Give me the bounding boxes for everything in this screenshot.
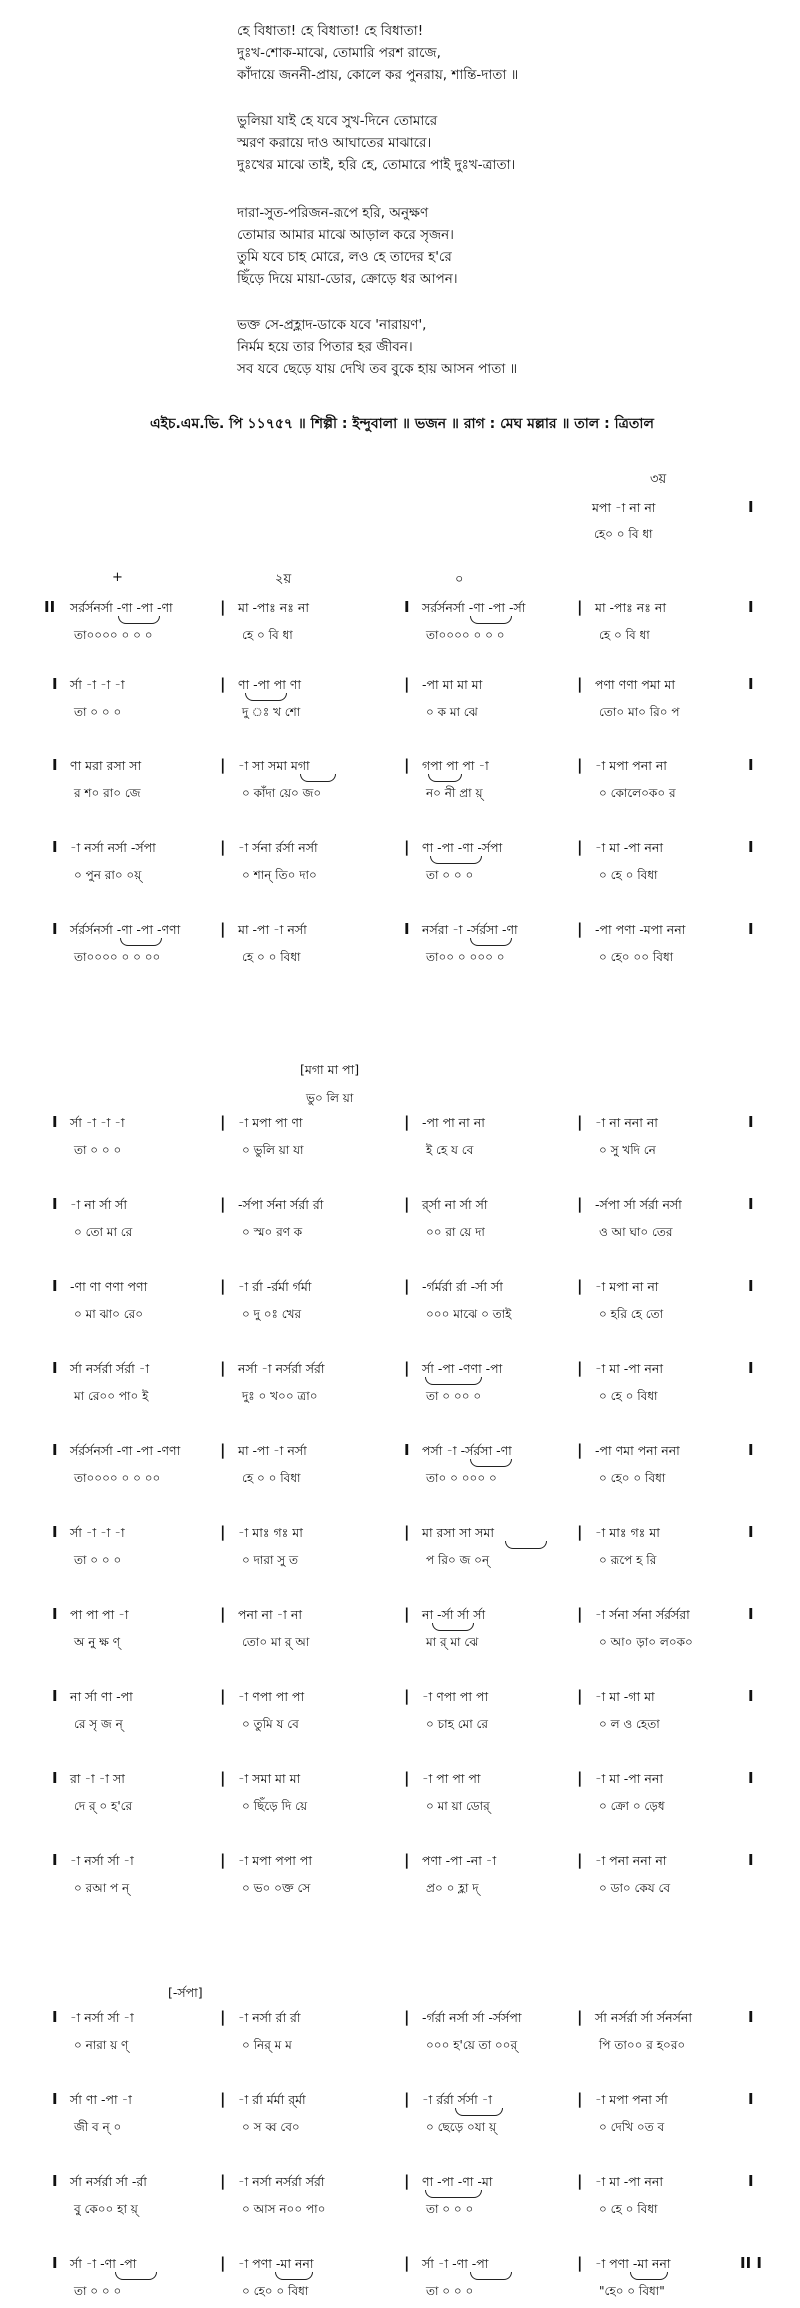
syllable-cell: ০ ডা০ কেয বে (599, 1881, 671, 1895)
swara-cell: -া নর্সা নর্সা -র্সপা (70, 840, 156, 855)
swara-cell: মা -পা -া নর্সা (238, 1443, 307, 1458)
barline: | (220, 598, 226, 616)
barline: | (577, 2008, 583, 2026)
syllable-cell: ০ সু খদি নে (599, 1143, 656, 1157)
swara-cell: -র্সপা র্সা র্সর্রা নর্সা (595, 1197, 682, 1212)
barline: | (577, 1441, 583, 1459)
barline: | (220, 675, 226, 693)
swara-cell: -া র্রা -র্রর্মা র্গর্মা (238, 1279, 312, 1294)
syllable-cell: ০০০ হ'য়ে তা ০০র্ (426, 2038, 518, 2052)
barline: I (748, 598, 754, 616)
swara-cell: -া সমা মা মা (238, 1771, 301, 1786)
swara-cell: র্সা -পা -ণণা -পা (422, 1361, 503, 1376)
swara-cell: র্সা -া -ণা -পা (70, 2256, 137, 2271)
syllable-cell: তো০ মা০ রি০ প (599, 705, 680, 719)
syllable-cell: তা০০০০ ০ ০ ০০ (74, 950, 161, 964)
barline: I (748, 1113, 754, 1131)
record-info: এইচ.এম.ভি. পি ১১৭৫৭ ॥ শিল্পী : ইন্দুবালা ॥ ভজন ॥ রাগ : মেঘ মল্লার ॥ তাল : ত্রিতাল (150, 416, 654, 432)
barline: | (404, 2090, 410, 2108)
swara-cell: -া মা -পা ননা (595, 840, 663, 855)
barline: I (52, 2008, 58, 2026)
sam-marker: + (112, 570, 123, 585)
slur-arc (118, 616, 160, 624)
barline: I (404, 1441, 410, 1459)
barline: I (748, 838, 754, 856)
barline: I (52, 920, 58, 938)
syllable-cell: ০ ল ও হেতা (599, 1717, 660, 1731)
swara-cell: র্সা নর্সর্রা র্সর্রা -া (70, 1361, 150, 1376)
swara-cell: পণা ণণা পমা মা (595, 677, 675, 692)
swara-cell: -া র্রর্রা র্সর্সা -া (422, 2092, 493, 2107)
syllable-cell: ০ ক মা ঝে (426, 705, 478, 719)
syllable-cell: ০ স ব্ব বে০ (242, 2120, 300, 2134)
barline: | (220, 1441, 226, 1459)
second-beat-marker: ২য় (275, 572, 292, 587)
barline: | (220, 1687, 226, 1705)
barline: | (404, 2008, 410, 2026)
khali-marker: ০ (455, 572, 464, 587)
syllable-cell: ০ কোলে০ক০ র (599, 786, 676, 800)
barline: I (52, 1277, 58, 1295)
lyric-line: স্মরণ করায়ে দাও আঘাতের মাঝারে। (237, 135, 432, 151)
syllable-cell: তো০ মা র্ আ (242, 1635, 310, 1649)
syllable-cell: মা রে০০ পা০ ই (74, 1389, 149, 1403)
barline: I (52, 2172, 58, 2190)
swara-cell: পণা -পা -না -া (422, 1853, 497, 1868)
slur-arc (275, 2272, 313, 2280)
swara-cell: না -র্সা র্সা র্সা (422, 1607, 486, 1622)
swara-cell: -র্গর্রা নর্সা র্সা -র্সর্সপা (422, 2010, 522, 2025)
syllable-cell: দুঃ ০ খ০০ ত্রা০ (242, 1389, 318, 1403)
syllable-cell: ০ দারা সু ত (242, 1553, 299, 1567)
barline: I (52, 1687, 58, 1705)
slur-arc (120, 938, 162, 946)
syllable-cell: ০ ভুলি য়া যা (242, 1143, 304, 1157)
syllable-cell: ০ ভ০ ০ক্ত সে (242, 1881, 311, 1895)
swara-cell: পর্সা -া -র্সর্রসা -ণা (422, 1443, 512, 1458)
barline: | (404, 838, 410, 856)
barline: | (577, 1359, 583, 1377)
barline: | (577, 1523, 583, 1541)
syllable-cell: মা র্ মা ঝে (426, 1635, 479, 1649)
alternate-swara-label: [মগা মা পা] (300, 1062, 360, 1077)
alternate-swara-label: [-র্সপা] (168, 1985, 203, 2000)
barline: | (404, 675, 410, 693)
syllable-cell: ০ মা য়া ডোর্ (426, 1799, 490, 1813)
syllable-cell: ০ দু ০ঃ খের (242, 1307, 302, 1321)
swara-cell: -া নর্সা র্সা -া (70, 2010, 134, 2025)
swara-cell: -া পণা -মা ননা (238, 2256, 314, 2271)
barline: I (52, 2254, 58, 2272)
barline: I (748, 2090, 754, 2108)
swara-cell: -া মপা পনা র্সা (595, 2092, 668, 2107)
swara-cell: -া মপা পপা পা (238, 1853, 312, 1868)
swara-cell: -া নর্সা র্রা র্রা (238, 2010, 301, 2025)
alternate-syllables: ভু০ লি য়া (306, 1091, 354, 1105)
barline: I (52, 1769, 58, 1787)
swara-cell: -া মপা পা ণা (238, 1115, 303, 1130)
barline: I (748, 920, 754, 938)
syllable-cell: ই হে য বে (426, 1143, 474, 1157)
barline: I (52, 2090, 58, 2108)
barline: I (748, 1195, 754, 1213)
barline: | (220, 2090, 226, 2108)
syllable-cell: তা০০০০ ০ ০ ০ (426, 628, 505, 642)
syllable-cell: হে ০ ০ বিধা (242, 1471, 301, 1485)
syllable-cell: ও আ ঘা০ তের (599, 1225, 673, 1239)
barline: I (52, 1359, 58, 1377)
barline: | (404, 2172, 410, 2190)
barline: | (577, 838, 583, 856)
syllable-cell: ০ হে ০ বিধা (599, 1389, 658, 1403)
swara-cell: র্সর্রর্সনর্সা -ণা -পা -ণণা (70, 922, 181, 937)
swara-cell: -া মা -পা ননা (595, 1771, 663, 1786)
syllable-cell: ০ রূপে হ রি (599, 1553, 657, 1567)
swara-cell: সর্রর্সনর্সা -ণা -পা -ণা (70, 600, 173, 615)
start-syllables: হে০ ০ বি ধা (594, 527, 653, 541)
swara-cell: না র্সা ণা -পা (70, 1689, 133, 1704)
syllable-cell: অ নু ক্ষ ণ্ (74, 1635, 120, 1649)
syllable-cell: "হে০ ০ বিধা" (599, 2284, 665, 2298)
syllable-cell: ০ স্ম০ রণ ক (242, 1225, 303, 1239)
barline: | (577, 756, 583, 774)
barline: | (220, 1195, 226, 1213)
syllable-cell: ০ আস ন০০ পা০ (242, 2202, 326, 2216)
barline: | (577, 1687, 583, 1705)
swara-cell: রা -া -া সা (70, 1771, 125, 1786)
swara-cell: -া মা -গা মা (595, 1689, 655, 1704)
syllable-cell: তা ০ ০ ০ (426, 2202, 474, 2216)
swara-cell: -া ণপা পা পা (422, 1689, 489, 1704)
syllable-cell: ন০ নী প্রা য়্ (426, 786, 483, 800)
syllable-cell: তা ০ ০ ০ (74, 705, 122, 719)
syllable-cell: ০ হে০ ০০ বিধা (599, 950, 674, 964)
swara-cell: র্সা নর্সর্রা র্সা -র্রা (70, 2174, 147, 2189)
barline: | (220, 838, 226, 856)
swara-cell: মা রসা সা সমা (422, 1525, 494, 1540)
barline: | (404, 1277, 410, 1295)
lyric-line: হে বিধাতা! হে বিধাতা! হে বিধাতা! (237, 23, 424, 39)
swara-cell: ণা -পা -ণা -মা (422, 2174, 493, 2189)
swara-cell: -া মা -পা ননা (595, 2174, 663, 2189)
barline: | (404, 1113, 410, 1131)
syllable-cell: ০ হে ০ বিধা (599, 2202, 658, 2216)
syllable-cell: তা ০ ০ ০ (426, 868, 474, 882)
syllable-cell: ০ আ০ ড়া০ ল০ক০ (599, 1635, 693, 1649)
barline: I (748, 756, 754, 774)
barline: I (748, 1277, 754, 1295)
barline: | (577, 675, 583, 693)
syllable-cell: জী ব ন্ ০ (74, 2120, 122, 2134)
swara-cell: নর্সরা -া -র্সর্রসা -ণা (422, 922, 518, 937)
swara-cell: -পা পা না না (422, 1115, 485, 1130)
swara-cell: -া না ননা না (595, 1115, 658, 1130)
swara-cell: -া র্রা র্মর্মা র্র্মা (238, 2092, 306, 2107)
syllable-cell: ০ ক্রো ০ ড়েধ (599, 1799, 665, 1813)
barline: I (748, 1687, 754, 1705)
slur-arc (455, 2108, 503, 2116)
slur-arc (630, 2272, 668, 2280)
barline: | (577, 2254, 583, 2272)
barline: I (52, 1523, 58, 1541)
syllable-cell: ০ চাহ মো রে (426, 1717, 488, 1731)
start-swara: মপা -া না না (592, 500, 656, 515)
barline: | (220, 920, 226, 938)
swara-cell: -র্গর্মর্রা র্রা -র্সা র্সা (422, 1279, 503, 1294)
barline: | (220, 2008, 226, 2026)
syllable-cell: তা ০ ০ ০ (426, 2284, 474, 2298)
slur-arc (428, 774, 462, 782)
syllable-cell: প রি০ জ ০ন্ (426, 1553, 490, 1567)
slur-arc (505, 1541, 547, 1549)
swara-cell: -া পনা ননা না (595, 1853, 667, 1868)
barline: I (748, 1523, 754, 1541)
swara-cell: -পা ণমা পনা ননা (595, 1443, 680, 1458)
lyric-line: ভুলিয়া যাই হে যবে সুখ-দিনে তোমারে (237, 113, 438, 129)
barline: | (220, 1851, 226, 1869)
syllable-cell: ০ রআ প ন্ (74, 1881, 130, 1895)
beat-marker-third: ৩য় (650, 472, 667, 487)
barline: I (52, 756, 58, 774)
barline: | (577, 1605, 583, 1623)
syllable-cell: ০ পুন রা০ ০য়্ (74, 868, 142, 882)
syllable-cell: রে সৃ জ ন্ (74, 1717, 123, 1731)
barline: I (748, 2008, 754, 2026)
syllable-cell: তা০ ০ ০০০ ০ (426, 1471, 497, 1485)
barline: | (220, 1277, 226, 1295)
swara-cell: র্সা নর্সর্রা র্সা র্সনর্সনা (595, 2010, 692, 2025)
slur-arc (470, 2272, 512, 2280)
barline: | (577, 1851, 583, 1869)
barline: | (577, 1195, 583, 1213)
slur-arc (245, 693, 287, 701)
barline: | (220, 1769, 226, 1787)
swara-cell: -র্সপা র্সনা র্সর্রা র্রা (238, 1197, 324, 1212)
syllable-cell: তা ০ ০০ ০ (426, 1389, 482, 1403)
syllable-cell: ০ শান্ তি০ দা০ (242, 868, 317, 882)
barline: I (748, 675, 754, 693)
barline: I (52, 675, 58, 693)
syllable-cell: ০০০ মাঝে ০ তাই (426, 1307, 512, 1321)
barline: | (577, 598, 583, 616)
swara-cell: মা -পাঃ নঃ না (595, 600, 666, 615)
swara-cell: -ণা ণা ণণা পণা (70, 1279, 148, 1294)
syllable-cell: ০ হে ০ বিধা (599, 868, 658, 882)
syllable-cell: ০ তো মা রে (74, 1225, 133, 1239)
lyric-line: সব যবে ছেড়ে যায় দেখি তব বুকে হায় আসন পাতা ॥ (237, 361, 518, 377)
barline: | (404, 1687, 410, 1705)
swara-cell: র্সর্রর্সনর্সা -ণা -পা -ণণা (70, 1443, 181, 1458)
syllable-cell: তা ০ ০ ০ (74, 2284, 122, 2298)
syllable-cell: হে ০ বি ধা (242, 628, 293, 642)
syllable-cell: ০ ছেড়ে ০যা য়্ (426, 2120, 497, 2134)
barline: | (220, 1523, 226, 1541)
barline: I (52, 1441, 58, 1459)
swara-cell: -া পণা -মা ননা (595, 2256, 671, 2271)
barline: | (220, 1359, 226, 1377)
syllable-cell: ০ তুমি য বে (242, 1717, 299, 1731)
slur-arc (425, 1377, 482, 1385)
swara-cell: র্সা -া -া -া (70, 677, 125, 692)
slur-arc (470, 616, 512, 624)
barline: I (52, 1851, 58, 1869)
barline: | (220, 756, 226, 774)
lyric-line: ছিঁড়ে দিয়ে মায়া-ডোর, ক্রোড়ে ধর আপন। (237, 271, 458, 287)
swara-cell: সর্রর্সনর্সা -ণা -পা -র্সা (422, 600, 526, 615)
swara-cell: পা পা পা -া (70, 1607, 129, 1622)
lyric-line: দারা-সুত-পরিজন-রূপে হরি, অনুক্ষণ (237, 205, 429, 221)
syllable-cell: ০ দেখি ০ত ব (599, 2120, 665, 2134)
syllable-cell: তা ০ ০ ০ (74, 1553, 122, 1567)
syllable-cell: ০ হে০ ০ বিধা (599, 1471, 666, 1485)
swara-cell: র্সা ণা -পা -া (70, 2092, 132, 2107)
syllable-cell: ০ হে০ ০ বিধা (242, 2284, 309, 2298)
syllable-cell: হে ০ ০ বিধা (242, 950, 301, 964)
syllable-cell: ০ মা ঝা০ রে০ (74, 1307, 144, 1321)
lyric-line: কাঁদায়ে জননী-প্রায়, কোলে কর পুনরায়, শান্তি-দাতা ॥ (237, 67, 519, 83)
syllable-cell: তা০০০০ ০ ০ ০০ (74, 1471, 161, 1485)
syllable-cell: হে ০ বি ধা (599, 628, 650, 642)
swara-cell: গপা পা পা -া (422, 758, 489, 773)
barline: | (404, 1769, 410, 1787)
barline: I (748, 1605, 754, 1623)
barline: | (404, 1195, 410, 1213)
swara-cell: -া নর্সা নর্সর্রা র্সর্রা (238, 2174, 325, 2189)
syllable-cell: দে র্ ০ হ'রে (74, 1799, 133, 1813)
lyric-line: দুঃখ-শোক-মাঝে, তোমারি পরশ রাজে, (237, 45, 441, 61)
swara-cell: মা -পাঃ নঃ না (238, 600, 309, 615)
syllable-cell: ০ হরি হে তো (599, 1307, 664, 1321)
barline: I (404, 920, 410, 938)
barline: I (52, 1113, 58, 1131)
slur-arc (300, 774, 336, 782)
swara-cell: -া মপা পনা না (595, 758, 667, 773)
swara-cell: র্সা -া -া -া (70, 1115, 125, 1130)
barline: | (404, 1605, 410, 1623)
barline: | (577, 1769, 583, 1787)
barline: | (404, 1359, 410, 1377)
barline: I (748, 1359, 754, 1377)
lyric-line: নির্মম হয়ে তার পিতার হর জীবন। (237, 339, 413, 355)
swara-cell: -া র্সনা র্সনা র্সর্রর্সরা (595, 1607, 690, 1622)
syllable-cell: র শ০ রা০ জে (74, 786, 141, 800)
barline: I (748, 1851, 754, 1869)
barline: | (220, 1605, 226, 1623)
barline: | (404, 1851, 410, 1869)
syllable-cell: ০ কাঁদা য়ে০ জ০ (242, 786, 322, 800)
swara-cell: -পা মা মা মা (422, 677, 483, 692)
lyric-line: তোমার আমার মাঝে আড়াল করে সৃজন। (237, 227, 454, 243)
syllable-cell: ০০ রা য়ে দা (426, 1225, 485, 1239)
swara-cell: -া মাঃ গঃ মা (238, 1525, 303, 1540)
lyric-line: তুমি যবে চাহ মোরে, লও হে তাদের হ'রে (237, 249, 452, 265)
swara-cell: -া ণপা পা পা (238, 1689, 305, 1704)
barline: | (577, 2172, 583, 2190)
swara-cell: -া মাঃ গঃ মা (595, 1525, 660, 1540)
syllable-cell: তা ০ ০ ০ (74, 1143, 122, 1157)
swara-cell: র্সা -া -ণা -পা (422, 2256, 489, 2271)
barline: | (404, 756, 410, 774)
barline: I (52, 1195, 58, 1213)
barline: II (44, 598, 56, 616)
barline: | (220, 2172, 226, 2190)
slur-arc (470, 1459, 512, 1467)
swara-cell: ণা মরা রসা সা (70, 758, 142, 773)
slur-arc (425, 2190, 482, 2198)
barline: | (577, 2090, 583, 2108)
lyric-line: দুঃখের মাঝে তাই, হরি হে, তোমারে পাই দুঃখ-ত্রাতা। (237, 157, 516, 173)
swara-cell: -পা পণা -মপা ননা (595, 922, 686, 937)
syllable-cell: দু ঃ খ শো (242, 705, 301, 719)
barline: | (404, 1523, 410, 1541)
swara-cell: মা -পা -া নর্সা (238, 922, 307, 937)
swara-cell: ণা -পা পা ণা (238, 677, 302, 692)
slur-arc (470, 938, 512, 946)
barline: | (577, 920, 583, 938)
barline: | (220, 1113, 226, 1131)
barline: I (748, 2172, 754, 2190)
syllable-cell: তা০০০০ ০ ০ ০ (74, 628, 153, 642)
swara-cell: নর্সা -া নর্সর্রা র্সর্রা (238, 1361, 325, 1376)
swara-cell: ণা -পা -ণা -র্সপা (422, 840, 503, 855)
swara-cell: -া মপা না না (595, 1279, 659, 1294)
swara-cell: -া না র্সা র্সা (70, 1197, 128, 1212)
slur-arc (432, 1623, 474, 1631)
syllable-cell: ০ ছিঁড়ে দি য়ে (242, 1799, 308, 1813)
barline: | (577, 1113, 583, 1131)
swara-cell: -া সা সমা মগা (238, 758, 310, 773)
barline: II I (740, 2254, 762, 2272)
barline: I (748, 1441, 754, 1459)
swara-cell: -া মা -পা ননা (595, 1361, 663, 1376)
syllable-cell: তা০০ ০ ০০০ ০ (426, 950, 505, 964)
swara-cell: -া পা পা পা (422, 1771, 481, 1786)
barline: I (748, 1769, 754, 1787)
barline: I (52, 838, 58, 856)
swara-cell: র্র্সা না র্সা র্সা (422, 1197, 488, 1212)
swara-cell: র্সা -া -া -া (70, 1525, 125, 1540)
barline: I (748, 498, 754, 516)
barline: | (220, 2254, 226, 2272)
swara-cell: পনা না -া না (238, 1607, 302, 1622)
syllable-cell: ০ নির্ ম ম (242, 2038, 292, 2052)
lyric-line: ভক্ত সে-প্রহ্লাদ-ডাকে যবে 'নারায়ণ', (237, 317, 427, 333)
slur-arc (430, 856, 482, 864)
swara-cell: -া নর্সা র্সা -া (70, 1853, 134, 1868)
syllable-cell: পি তা০০ র হ০র০ (599, 2038, 686, 2052)
swara-cell: -া র্সনা র্রর্সা নর্সা (238, 840, 318, 855)
syllable-cell: ০ নারা য় ণ্ (74, 2038, 129, 2052)
barline: I (52, 1605, 58, 1623)
syllable-cell: বু কে০০ হা য়্ (74, 2202, 138, 2216)
barline: | (404, 2254, 410, 2272)
slur-arc (115, 2272, 157, 2280)
barline: I (404, 598, 410, 616)
syllable-cell: প্র০ ০ হ্লা দ্ (426, 1881, 479, 1895)
barline: | (577, 1277, 583, 1295)
